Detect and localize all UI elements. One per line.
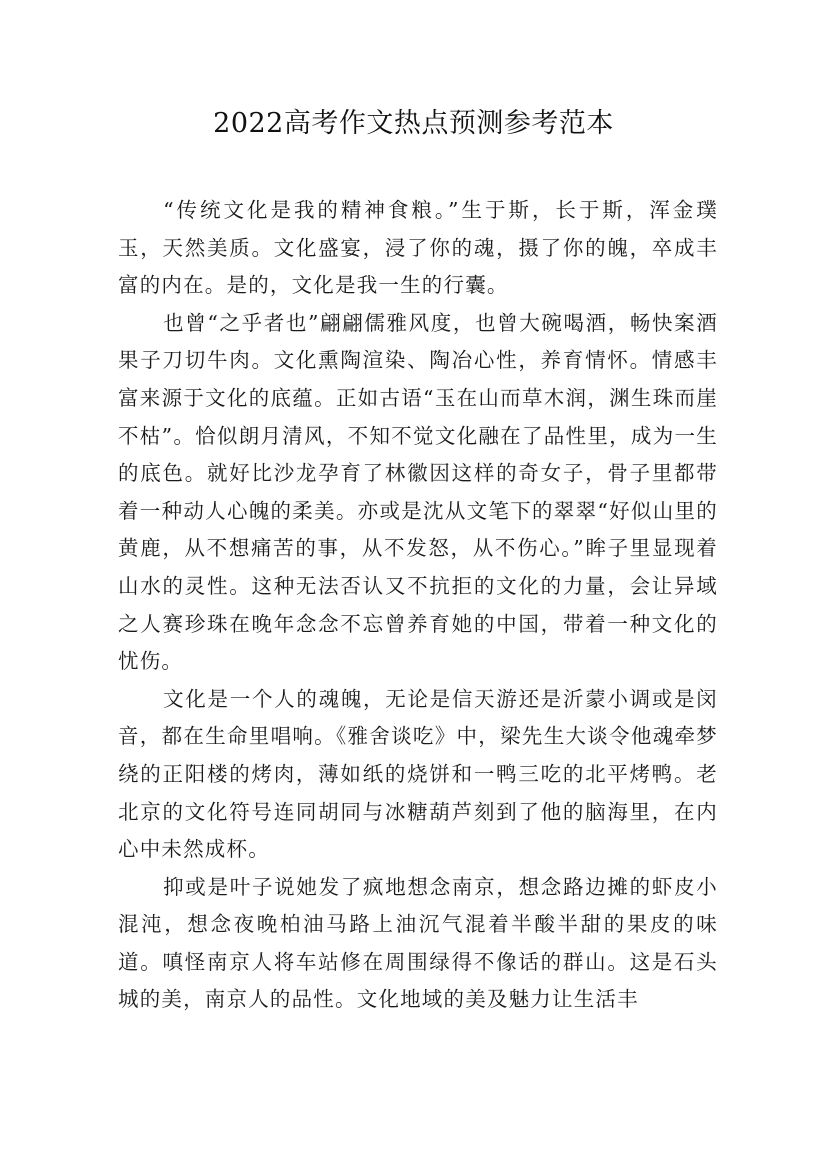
paragraph-3: 文化是一个人的魂魄，无论是信天游还是沂蒙小调或是闵音，都在生命里唱响。《雅舍谈吃》中，梁先生大谈令他魂牵梦绕的正阳楼的烤肉，薄如纸的烧饼和一鸭三吃的北平烤鸭。老北京的文化符号连同胡同与冰糖葫芦刻到了他的脑海里，在内心中未然成杯。 xyxy=(118,686,718,862)
paragraph-2: 也曾“之乎者也”翩翩儒雅风度，也曾大碗喝酒，畅快案酒果子刀切牛肉。文化熏陶渲染、陶冶心性，养育情怀。情感丰富来源于文化的底蕴。正如古语“玉在山而草木润，渊生珠而崖不枯”。恰似朗月清风，不知不觉文化融在了品性里，成为一生的底色。就好比沙龙孕育了林徽因这样的奇女子，骨子里都带着一种动人心魄的柔美。亦或是沈从文笔下的翠翠“好似山里的黄鹿，从不想痛苦的事，从不发怒，从不伤心。”眸子里显现着山水的灵性。这种无法否认又不抗拒的文化的力量，会让异域之人赛珍珠在晚年念念不忘曾养育她的中国，带着一种文化的忧伤。 xyxy=(118,310,718,674)
document-body xyxy=(118,192,718,1019)
paragraph-4: 抑或是叶子说她发了疯地想念南京，想念路边摊的虾皮小混沌，想念夜晚柏油马路上油沉气混着半酸半甜的果皮的味道。嗔怪南京人将车站修在周围绿得不像话的群山。这是石头城的美，南京人的品性。文化地域的美及魅力让生活丰 xyxy=(118,874,718,1012)
document-title: 2022高考作文热点预测参考范本 xyxy=(213,108,614,139)
paragraph-1: “传统文化是我的精神食粮。”生于斯，长于斯，浑金璞玉，天然美质。文化盛宴，浸了你的魂，摄了你的魄，卒成丰富的内在。是的，文化是我一生的行囊。 xyxy=(118,198,718,298)
